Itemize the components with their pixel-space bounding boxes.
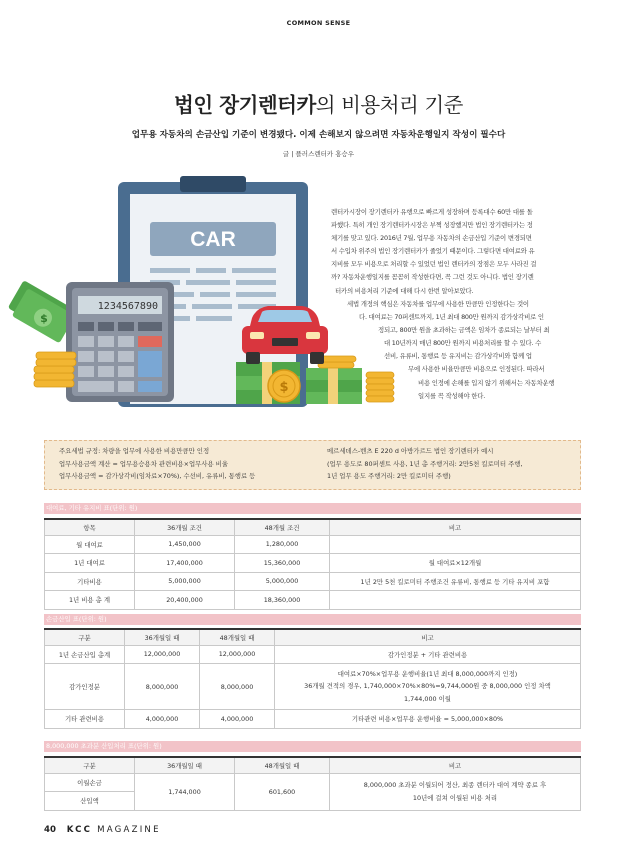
note-line: 8,000,000 초과분 이월되어 정산, 최종 렌터카 대여 계약 종료 후 [363, 780, 547, 789]
table-row [45, 554, 581, 573]
table-header-cell: 36개월 조건 [135, 519, 235, 535]
table-cell: 15,360,000 [235, 554, 330, 573]
table-cell: 1년 손금산입 총계 [45, 645, 125, 664]
table-cell: 601,600 [235, 773, 330, 810]
table-cell [330, 591, 581, 610]
paragraph-line: 대 10년까지 매년 800만 원까지 비용처리를 할 수 있다. 수 [384, 339, 542, 348]
table-header-cell: 48개월일 때 [200, 629, 275, 645]
article-subtitle: 업무용 자동차의 손금산입 기준이 변경됐다. 이제 손해보지 않으려면 자동차운행일지 작성이 필수다 [131, 130, 506, 140]
section-label: COMMON SENSE [286, 19, 351, 27]
paragraph-line: 터카의 비용처리 기준에 대해 다시 한번 알아보았다. [335, 286, 474, 295]
summary-right-column [327, 445, 522, 483]
calculator-display: 1234567890 [97, 301, 158, 312]
table-row [45, 645, 581, 664]
table-row [45, 773, 581, 792]
table-cell [275, 664, 581, 710]
table-cell: 산입액 [45, 792, 135, 811]
summary-line: 주요세법 규정: 차량을 업무에 사용한 비용만큼만 인정 [59, 447, 210, 455]
table1-title: 대여료, 기타 유지비 표(단위: 원) [44, 503, 581, 514]
table-cell: 1,450,000 [135, 535, 235, 554]
table2-title: 손금산입 표(단위: 원) [44, 614, 581, 625]
table-header-cell: 비고 [275, 629, 581, 645]
article-title [0, 88, 637, 118]
summary-left-column [59, 445, 255, 483]
table-cell: 감가인정분 + 기타 관련비용 [275, 645, 581, 664]
summary-line: (업무 용도로 80퍼센트 사용, 1년 총 주행거리: 2만5천 킬로미터 주행, [327, 459, 523, 468]
table-header-row [45, 629, 581, 645]
table-cell: 1년 비용 총 계 [45, 591, 135, 610]
magazine-name-bold: KCC [66, 825, 93, 835]
table-cell: 1년 2만 5천 킬로미터 주행조건 유류비, 통행료 등 기타 유지비 포함 [330, 572, 581, 591]
paragraph-line: 체기를 맞고 있다. 2016년 7월, 업무용 자동차의 손금산입 기준이 변경되면 [331, 234, 532, 243]
magazine-name [67, 825, 161, 835]
note-line: 10년에 걸쳐 이월된 비용 처리 [412, 793, 498, 802]
table-header-cell: 48개월일 때 [235, 757, 330, 773]
paragraph-line: 선비, 유류비, 통행료 등 유지비는 감가상각비와 함께 업 [384, 352, 532, 361]
table-cell: 12,000,000 [200, 645, 275, 664]
table-header-row [45, 519, 581, 535]
table-header-cell: 48개월 조건 [235, 519, 330, 535]
table-cell: 기타관련 비용×업무용 운행비율 = 5,000,000×80% [275, 710, 581, 729]
article-title-bold: 법인 장기렌터카 [174, 93, 316, 117]
paragraph-line: 렌터카시장이 장기렌터카 유행으로 빠르게 성장하며 등록대수 60만 대를 돌 [331, 208, 533, 216]
svg-text:$: $ [40, 312, 48, 325]
paragraph-line: 파했다. 특히 개인 장기렌터카시장은 부쩍 성장했지만 법인 장기렌터카는 정 [331, 221, 533, 230]
table-cell: 이월손금 [45, 773, 135, 792]
table-cell: 기타비용 [45, 572, 135, 591]
table-row [45, 710, 581, 729]
table-cell: 20,400,000 [135, 591, 235, 610]
note-line: 1,744,000 이월 [404, 694, 451, 703]
table-row [45, 591, 581, 610]
table-cell: 1,280,000 [235, 535, 330, 554]
paragraph-line: 정되고, 800만 원을 초과하는 금액은 임차가 종료되는 날부터 최 [378, 326, 550, 335]
paragraph-line: 무에 사용한 비율만큼만 비용으로 인정된다. 따라서 [408, 365, 545, 374]
svg-text:$: $ [279, 380, 289, 395]
table-header-row [45, 757, 581, 773]
table-cell: 12,000,000 [125, 645, 200, 664]
table-cell: 8,000,000 [125, 664, 200, 710]
magazine-name-rest: MAGAZINE [92, 825, 161, 835]
tax-rule-summary-box [44, 440, 581, 490]
table-cell: 감가인정분 [45, 664, 125, 710]
table-cell: 17,400,000 [135, 554, 235, 573]
table-header-cell: 비고 [330, 519, 581, 535]
paragraph-line: 비용 인정에 손해를 입지 않기 위해서는 자동차운행 [418, 378, 555, 387]
table-row [45, 535, 581, 554]
table-cell: 월 대여료×12개월 [330, 554, 581, 573]
paragraph-line: 지비를 모두 비용으로 처리할 수 있었던 법인 렌터카의 장점은 모두 사라진 걸 [331, 260, 537, 269]
note-line: 대여료×70%×업무용 운행비율(1년 최대 8,000,000까지 인정) [337, 669, 518, 678]
article-body-top [331, 206, 536, 298]
table-header-cell: 36개월일 때 [135, 757, 235, 773]
table-row [45, 664, 581, 710]
table-cell: 5,000,000 [235, 572, 330, 591]
table-cell [330, 535, 581, 554]
table-row [45, 572, 581, 591]
summary-line: 1년 업무 용도 주행거리: 2만 킬로미터 주행) [327, 472, 451, 480]
summary-line: 업무사용금액 = 감가상각비(임차료×70%), 수선비, 유류비, 통행료 등 [59, 472, 256, 480]
table-cell: 4,000,000 [125, 710, 200, 729]
table-header-cell: 36개월일 때 [125, 629, 200, 645]
note-line: 36개월 견적의 경우, 1,740,000×70%×80%=9,744,000원 중 8,000,000 인정 차액 [304, 682, 551, 691]
table3-title: 8,000,000 초과분 산입처리 표(단위: 원) [44, 741, 581, 752]
summary-line: 메르세데스-벤츠 E 220 d 아방가르드 법인 장기렌터카 예시 [327, 447, 494, 455]
paragraph-line: 서 수입차 위주의 법인 장기렌터카가 줄었기 때문이다. 그렇다면 대여료와 유 [331, 247, 535, 256]
paragraph-line: 까? 자동차운행일지를 꼼꼼히 작성한다면, 꼭 그런 것도 아니다. 법인 장기렌 [331, 273, 534, 282]
paragraph-line: 세법 개정의 핵심은 자동차를 업무에 사용한 만큼만 인정한다는 것이 [347, 300, 529, 308]
table-cell [330, 773, 581, 810]
table-cell: 월 대여료 [45, 535, 135, 554]
table-cell: 18,360,000 [235, 591, 330, 610]
paragraph-line: 일지를 꼭 작성해야 한다. [418, 391, 486, 400]
carryover-table [44, 756, 581, 811]
rental-cost-table [44, 518, 581, 610]
byline: 글 | 플러스렌터카 홍승우 [282, 150, 355, 158]
article-body-bottom [0, 298, 600, 403]
table-cell: 4,000,000 [200, 710, 275, 729]
deduction-table [44, 628, 581, 729]
table-header-cell: 비고 [330, 757, 581, 773]
paragraph-line: 다. 대여료는 70퍼센트까지, 1년 최대 800만 원까지 감가상각비로 인 [359, 313, 544, 322]
table-cell: 8,000,000 [200, 664, 275, 710]
summary-line: 업무사용금액 계산 = 업무용승용차 관련비용×업무사용 비율 [59, 459, 229, 468]
table-cell: 기타 관련비용 [45, 710, 125, 729]
table-header-cell: 구분 [45, 757, 135, 773]
table-header-cell: 항목 [45, 519, 135, 535]
page-footer [44, 825, 161, 835]
table-cell: 5,000,000 [135, 572, 235, 591]
table-header-cell: 구분 [45, 629, 125, 645]
table-cell: 1년 대여료 [45, 554, 135, 573]
article-title-rest: 의 비용처리 기준 [315, 93, 463, 117]
car-sign-text: CAR [190, 228, 236, 251]
page-number: 40 [44, 825, 56, 835]
table-cell: 1,744,000 [135, 773, 235, 810]
